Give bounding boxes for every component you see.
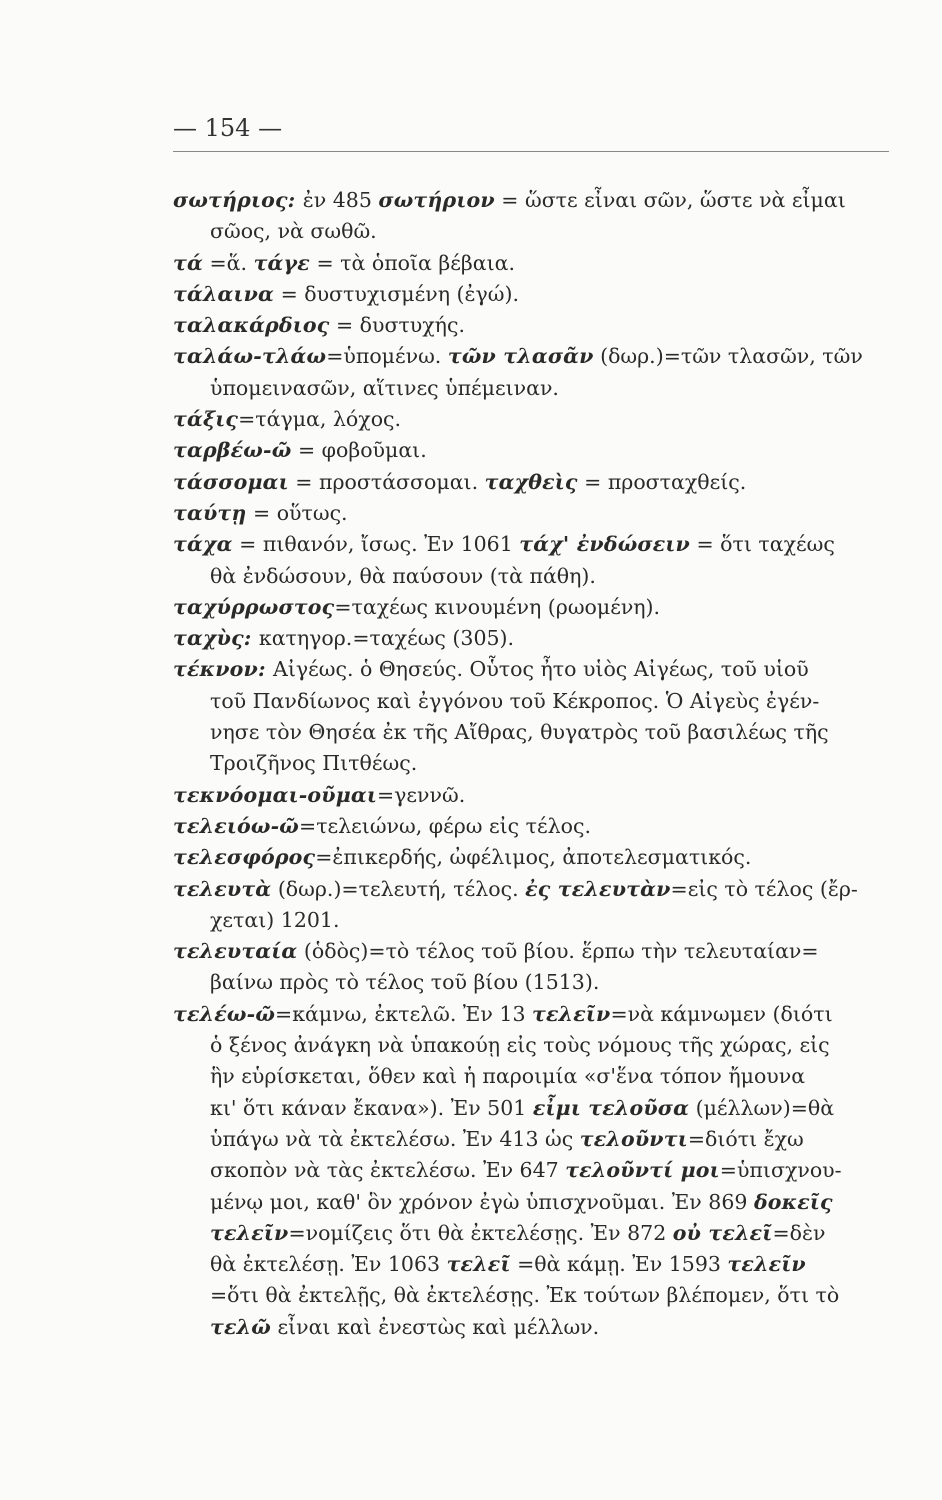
definition-text: =νομίζεις ὅτι θὰ ἐκτελέσῃς. Ἐν 872 [288,1220,673,1245]
definition-text: ὁ ξένος ἀνάγκη νὰ ὑπακούῃ εἰς τοὺς νόμους τῆς χώρας, εἰς [210,1033,830,1058]
entry-line [173,842,889,873]
headword: τάχ' ἐνδώσειν [519,532,690,557]
headword: τελοῦντι [579,1126,688,1151]
headword: ταχθεὶς [484,469,578,494]
entry-line [173,780,889,811]
definition-text: ὑπάγω νὰ τὰ ἐκτελέσω. Ἐν 413 ὡς [210,1126,580,1151]
headword: ταχύρρωστος [173,594,335,619]
entry-continuation-line [173,1312,889,1343]
headword: ταρβέω-ῶ [173,438,292,463]
entry-continuation-line [173,1124,889,1155]
definition-text: =δὲν [772,1220,826,1245]
definition-text: τοῦ Πανδίωνος καὶ ἐγγόνου τοῦ Κέκροπος. Ὁ Αἰγεὺς ἐγέν- [210,688,820,713]
entry-continuation-line [173,1061,889,1092]
definition-text: =τελειώνω, φέρω εἰς τέλος. [299,813,591,838]
definition-text: =νὰ κάμνωμεν (διότι [610,1001,833,1026]
entry-line [173,811,889,842]
page-number-header: — 154 — [173,114,283,142]
headword: τάχα [173,532,233,557]
headword: δοκεῖς [753,1189,833,1214]
headword: τῶν τλασᾶν [447,344,594,369]
header-rule [173,151,889,152]
headword: ταχὺς: [173,626,259,651]
definition-text: (δωρ.)=τελευτή, τέλος. [271,876,526,901]
entry-line [173,498,889,529]
glossary-entries [173,185,889,1343]
entry-line [173,341,889,372]
headword: τά [173,250,203,275]
entry-line [173,185,889,216]
entry-continuation-line [173,1280,889,1311]
entry-continuation-line [173,1030,889,1061]
definition-text: μένῳ μοι, καθ' ὃν χρόνον ἐγὼ ὑπισχνοῦμαι. Ἐν 869 [210,1189,754,1214]
definition-text: = προσταχθείς. [577,469,747,494]
headword: οὐ τελεῖ [672,1220,773,1245]
headword: τελοῦντί μοι [565,1158,720,1183]
headword: ταλάω-τλάω [173,344,327,369]
entry-continuation-line [173,1187,889,1218]
entry-line [173,435,889,466]
headword: σωτήριος: [173,188,303,212]
entry-continuation-line [173,905,889,936]
entry-continuation-line [173,216,889,247]
definition-text: =θὰ κάμῃ. Ἐν 1593 [510,1252,728,1277]
definition-text: θὰ ἐκτελέσῃ. Ἐν 1063 [210,1252,447,1277]
entry-continuation-line [173,717,889,748]
definition-text: =ὅτι θὰ ἐκτελῇς, θὰ ἐκτελέσῃς. Ἐκ τούτων βλέπομεν, ὅτι τὸ [210,1283,840,1308]
headword: ταλακάρδιος [173,313,330,338]
entry-line [173,279,889,310]
entry-line [173,936,889,967]
headword: ταύτῃ [173,500,247,525]
headword: τελευτὰ [173,876,272,901]
headword: τελεσφόρος [173,845,316,870]
definition-text: = ὅτι ταχέως [689,532,835,557]
headword: τάσσομαι [173,469,289,494]
headword: σωτήριον [378,188,495,212]
definition-text: = δυστυχισμένη (ἐγώ). [274,281,519,306]
headword: ἐς τελευτὰν [525,876,671,901]
entry-line [173,404,889,435]
definition-text: σκοπὸν νὰ τὰς ἐκτελέσω. Ἐν 647 [210,1158,566,1183]
entry-continuation-line [173,1218,889,1249]
entry-continuation-line [173,1155,889,1186]
definition-text: =ἅ. [202,250,254,275]
definition-text: = προστάσσομαι. [288,469,485,494]
definition-text: =ἐπικερδής, ὠφέλιμος, ἀποτελεσματικός. [315,845,752,870]
headword: τελευταία [173,939,298,964]
definition-text: Αἰγέως. ὁ Θησεύς. Οὗτος ἦτο υἱὸς Αἰγέως, τοῦ υἱοῦ [273,657,809,682]
definition-text: (μέλλων)=θὰ [689,1095,835,1120]
definition-text: = δυστυχής. [329,313,465,338]
headword: τελεῖν [727,1252,806,1277]
headword: τέκνον: [173,657,274,682]
entry-continuation-line [173,967,889,998]
definition-text: =κάμνω, ἐκτελῶ. Ἐν 13 [275,1001,532,1026]
definition-text: βαίνω πρὸς τὸ τέλος τοῦ βίου (1513). [210,970,600,995]
entry-line [173,654,889,685]
definition-text: κατηγορ.=ταχέως (305). [258,626,515,651]
headword: τελέω-ῶ [173,1001,276,1026]
headword: τελεῖ [446,1252,511,1277]
definition-text: = οὕτως. [246,500,348,525]
entry-line [173,529,889,560]
entry-continuation-line [173,686,889,717]
definition-text: ἐν 485 [302,188,379,212]
entry-line [173,874,889,905]
entry-line [173,999,889,1030]
definition-text: = τὰ ὁποῖα βέβαια. [309,250,515,275]
headword: τελεῖν [210,1220,289,1245]
definition-text: Τροιζῆνος Πιτθέως. [210,751,418,776]
definition-text: =ταχέως κινουμένη (ρωομένη). [334,594,661,619]
definition-text: =εἰς τὸ τέλος (ἔρ- [670,876,858,901]
entry-continuation-line [173,373,889,404]
definition-text: =ὑπισχνου- [719,1158,842,1183]
definition-text: σῶος, νὰ σωθῶ. [210,219,377,244]
entry-continuation-line [173,1093,889,1124]
headword: τεκνόομαι-οῦμαι [173,782,377,807]
entry-continuation-line [173,1249,889,1280]
definition-text: χεται) 1201. [210,907,340,932]
definition-text: =γεννῶ. [377,782,466,807]
definition-text: = ὥστε εἶναι σῶν, ὥστε νὰ εἶμαι [494,188,846,212]
definition-text: θὰ ἐνδώσουν, θὰ παύσουν (τὰ πάθη). [210,563,596,588]
entry-line [173,310,889,341]
definition-text: εἶναι καὶ ἐνεστὼς καὶ μέλλων. [270,1314,600,1339]
definition-text: (ὁδὸς)=τὸ τέλος τοῦ βίου. ἕρπω τὴν τελευταίαν= [297,939,819,964]
entry-line [173,467,889,498]
definition-text: (δωρ.)=τῶν τλασῶν, τῶν [593,344,863,369]
entry-line [173,248,889,279]
headword: τελῶ [210,1314,271,1339]
definition-text: = φοβοῦμαι. [291,438,427,463]
headword: τελειόω-ῶ [173,813,300,838]
entry-line [173,592,889,623]
definition-text: =διότι ἔχω [687,1126,804,1151]
definition-text: =ὑπομένω. [326,344,448,369]
definition-text: νησε τὸν Θησέα ἐκ τῆς Αἴθρας, θυγατρὸς τοῦ βασιλέως τῆς [210,720,829,745]
headword: τάλαινα [173,281,275,306]
definition-text: κι' ὅτι κάναν ἔκανα»). Ἐν 501 [210,1095,533,1120]
definition-text: ὑπομεινασῶν, αἵτινες ὑπέμειναν. [210,375,559,400]
headword: τάγε [253,250,310,275]
entry-continuation-line [173,748,889,779]
headword: τελεῖν [532,1001,611,1026]
headword: τάξις [173,407,239,432]
definition-text: =τάγμα, λόχος. [238,407,402,432]
headword: εἶμι τελοῦσα [532,1095,690,1120]
definition-text: ἣν εὑρίσκεται, ὅθεν καὶ ἡ παροιμία «σ'ἕνα τόπον ἤμουνα [210,1064,806,1089]
definition-text: = πιθανόν, ἴσως. Ἐν 1061 [232,532,520,557]
entry-line [173,623,889,654]
entry-continuation-line [173,561,889,592]
